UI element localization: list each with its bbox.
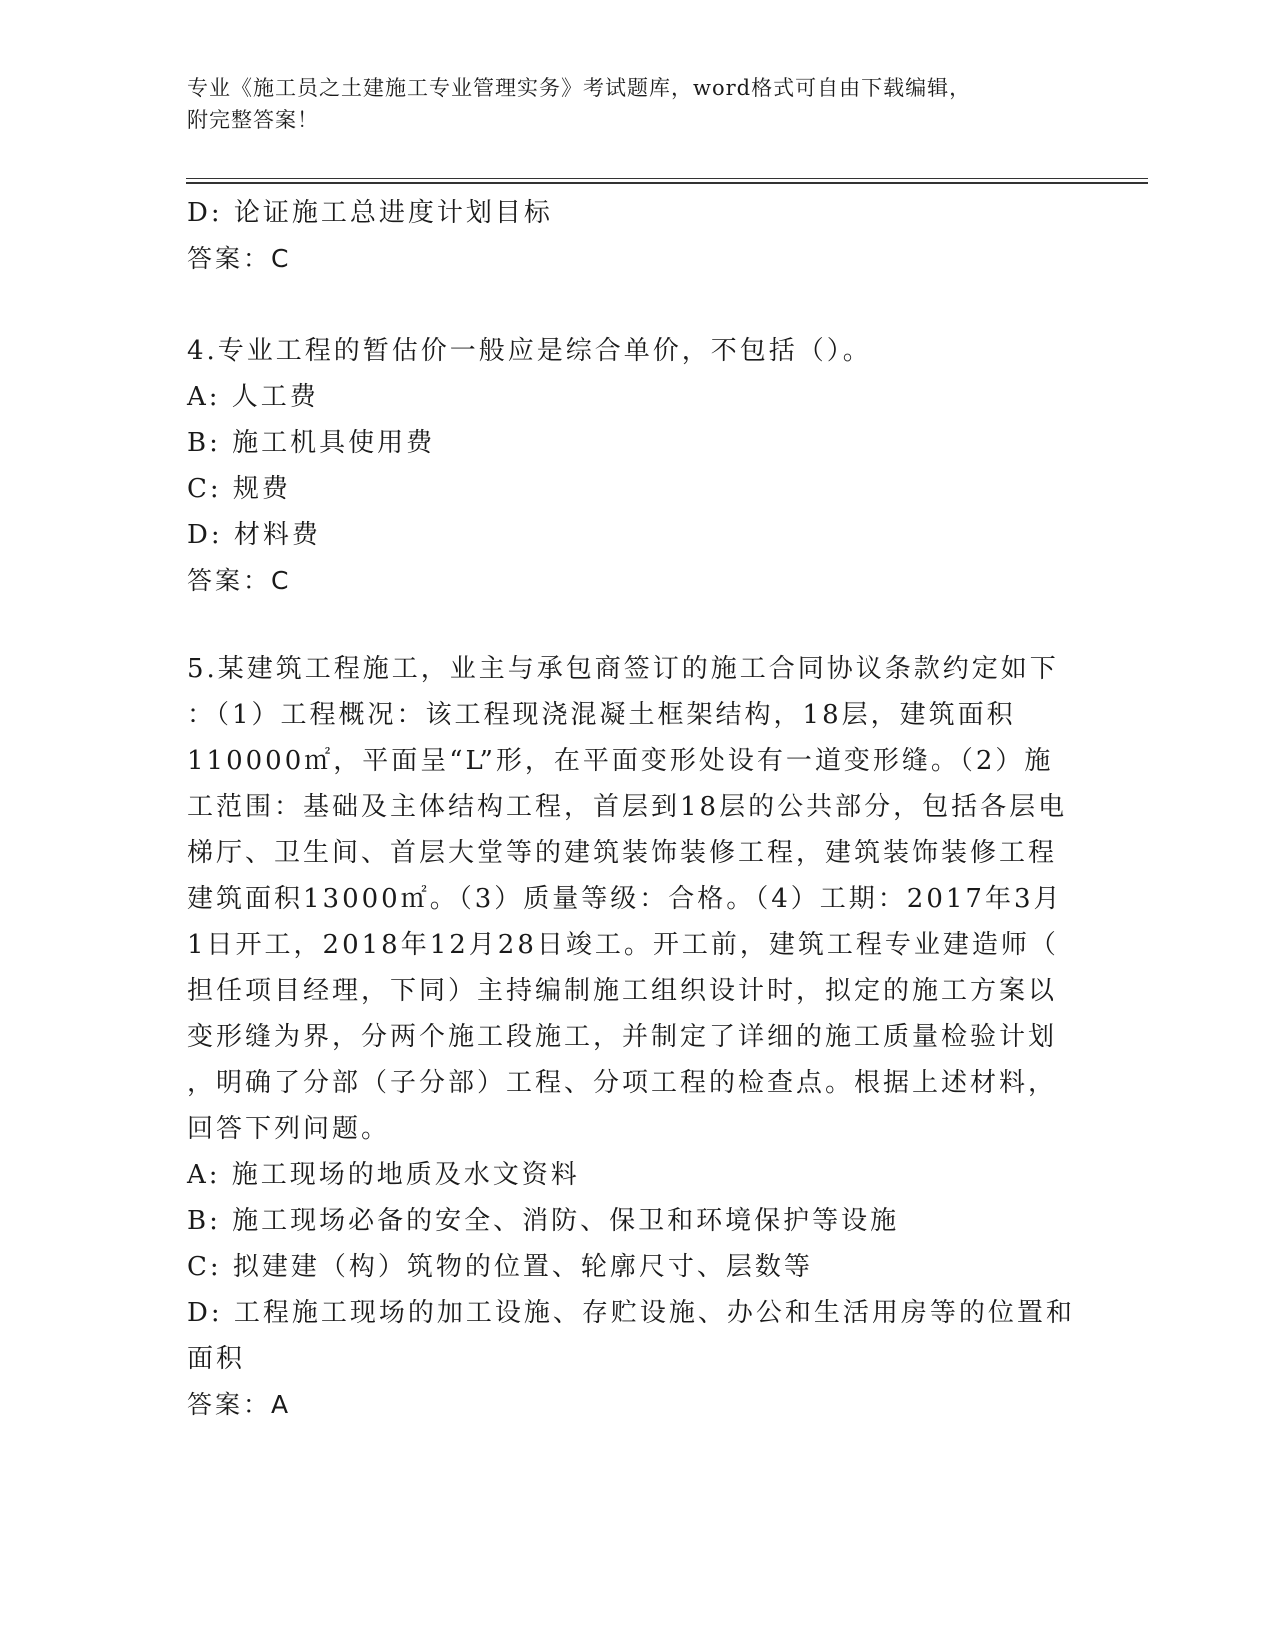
header-line-1: 专业《施工员之土建施工专业管理实务》考试题库，word格式可自由下载编辑， <box>187 76 972 100</box>
spacer <box>187 604 1077 646</box>
option-b: B: 施工机具使用费 <box>187 428 436 458</box>
question-stem: 4.专业工程的暂估价一般应是综合单价，不包括（）。 <box>187 336 872 366</box>
spacer <box>187 282 1077 328</box>
option-c: C: 规费 <box>187 474 291 504</box>
option-c: C: 拟建建（构）筑物的位置、轮廓尺寸、层数等 <box>187 1252 813 1282</box>
question-stem-line: 梯厅、卫生间、首层大堂等的建筑装饰装修工程，建筑装饰装修工程 <box>187 838 1058 868</box>
header-divider-thick <box>186 182 1148 184</box>
document-header <box>187 72 1087 136</box>
answer-label: 答案：C <box>187 244 292 273</box>
option-a: A: 人工费 <box>187 382 319 412</box>
question-5 <box>187 646 1077 1428</box>
previous-question-tail <box>187 190 1077 282</box>
question-stem-line: 建筑面积13000㎡。（3）质量等级：合格。（4）工期：2017年3月 <box>187 884 1063 914</box>
option-b: B: 施工现场必备的安全、消防、保卫和环境保护等设施 <box>187 1206 900 1236</box>
question-stem-line: 变形缝为界，分两个施工段施工，并制定了详细的施工质量检验计划 <box>187 1022 1058 1052</box>
header-line-2: 附完整答案！ <box>187 108 319 132</box>
question-stem-line: 工范围：基础及主体结构工程，首层到18层的公共部分，包括各层电 <box>187 792 1068 822</box>
question-stem-line: 回答下列问题。 <box>187 1114 391 1144</box>
option-d: D: 材料费 <box>187 520 321 550</box>
option-a: A: 施工现场的地质及水文资料 <box>187 1160 580 1190</box>
question-stem-line: 5.某建筑工程施工，业主与承包商签订的施工合同协议条款约定如下 <box>187 654 1059 684</box>
answer-label: 答案：A <box>187 1390 292 1419</box>
option-d: D: 论证施工总进度计划目标 <box>187 198 553 228</box>
question-stem-line: ：（1）工程概况：该工程现浇混凝土框架结构，18层，建筑面积 <box>187 700 1016 730</box>
option-d-continuation: 面积 <box>187 1344 246 1374</box>
header-divider-thin <box>186 178 1148 179</box>
document-body <box>187 190 1077 1428</box>
question-stem-line: 担任项目经理，下同）主持编制施工组织设计时，拟定的施工方案以 <box>187 976 1058 1006</box>
question-4 <box>187 328 1077 604</box>
question-stem-line: ，明确了分部（子分部）工程、分项工程的检查点。根据上述材料， <box>187 1068 1058 1098</box>
option-d: D: 工程施工现场的加工设施、存贮设施、办公和生活用房等的位置和 <box>187 1298 1075 1328</box>
question-stem-line: 1日开工，2018年12月28日竣工。开工前，建筑工程专业建造师（ <box>187 930 1059 960</box>
answer-label: 答案：C <box>187 566 292 595</box>
question-stem-line: 110000㎡，平面呈“L”形，在平面变形处设有一道变形缝。（2）施 <box>187 746 1054 776</box>
